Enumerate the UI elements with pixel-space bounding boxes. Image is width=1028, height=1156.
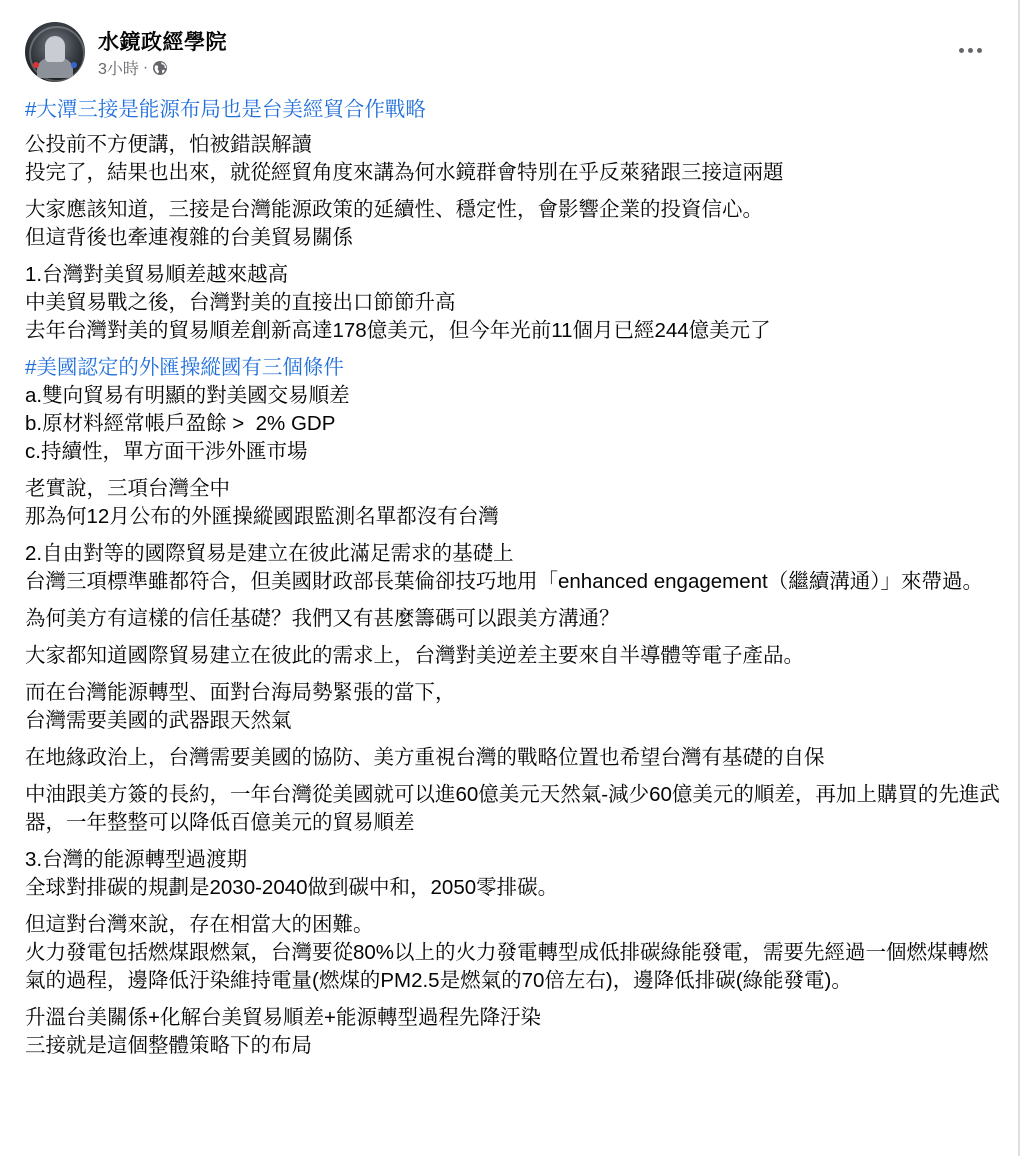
- post-text-line: 在地緣政治上，台灣需要美國的協防、美方重視台灣的戰略位置也希望台灣有基礎的自保: [25, 746, 825, 769]
- post-paragraph: [25, 642, 1000, 670]
- post-text-line: 為何美方有這樣的信任基礎？我們又有甚麼籌碼可以跟美方溝通？: [25, 607, 620, 630]
- post-text-line: 升溫台美關係+化解台美貿易順差+能源轉型過程先降汙染: [25, 1006, 541, 1029]
- post-text-line: 大家都知道國際貿易建立在彼此的需求上，台灣對美逆差主要來自半導體等電子產品。: [25, 644, 804, 667]
- post-paragraph: [25, 846, 1000, 902]
- globe-icon[interactable]: [152, 60, 168, 76]
- post-text-line: 台灣需要美國的武器跟天然氣: [25, 709, 292, 732]
- post-text-line: 但這對台灣來說，存在相當大的困難。: [25, 913, 374, 936]
- meta-separator: ·: [142, 58, 149, 76]
- post-paragraph: [25, 679, 1000, 735]
- post-text-line: 中美貿易戰之後，台灣對美的直接出口節節升高: [25, 291, 456, 314]
- avatar-figure-head: [45, 36, 65, 62]
- post-paragraph: [25, 911, 1000, 995]
- avatar-flag-dot: [33, 62, 39, 68]
- condition-line: a.雙向貿易有明顯的對美國交易順差: [25, 384, 350, 407]
- post-paragraphs: [25, 131, 1000, 345]
- post-meta: [98, 56, 168, 79]
- condition-line: b.原材料經常帳戶盈餘 > 2% GDP: [25, 412, 336, 435]
- post-text-line: 老實說，三項台灣全中: [25, 477, 230, 500]
- post-text-line: 3.台灣的能源轉型過渡期: [25, 848, 248, 871]
- avatar-flag-dot: [71, 62, 77, 68]
- post-text-line: 中油跟美方簽的長約，一年台灣從美國就可以進60億美元天然氣-減少60億美元的順差，再加上購買的先進武器，一年整整可以降低百億美元的貿易順差: [25, 783, 1000, 834]
- post-paragraph: [25, 131, 1000, 187]
- more-dot: [968, 48, 973, 53]
- post-paragraph: [25, 196, 1000, 252]
- avatar[interactable]: [25, 22, 85, 82]
- hashtag-link[interactable]: #大潭三接是能源布局也是台美經貿合作戰略: [25, 98, 426, 121]
- post-body: [25, 96, 1000, 1069]
- post-text-line: 大家應該知道，三接是台灣能源政策的延續性、穩定性，會影響企業的投資信心。: [25, 198, 763, 221]
- hashtag-link[interactable]: #美國認定的外匯操縱國有三個條件: [25, 356, 344, 379]
- condition-line: c.持續性，單方面干涉外匯市場: [25, 440, 308, 463]
- post-text-line: 而在台灣能源轉型、面對台海局勢緊張的當下，: [25, 681, 456, 704]
- post-text-line: 全球對排碳的規劃是2030-2040做到碳中和，2050零排碳。: [25, 876, 559, 899]
- post-text-line: 去年台灣對美的貿易順差創新高達178億美元，但今年光前11個月已經244億美元了: [25, 319, 771, 342]
- post-paragraph: [25, 540, 1000, 596]
- post-paragraph: [25, 781, 1000, 837]
- post-text-line: 投完了，結果也出來，就從經貿角度來講為何水鏡群會特別在乎反萊豬跟三接這兩題: [25, 161, 784, 184]
- post-text-line: 火力發電包括燃煤跟燃氣，台灣要從80%以上的火力發電轉型成低排碳綠能發電，需要先經過一個燃煤轉燃氣的過程，邊降低汙染維持電量(燃煤的PM2.5是燃氣的70倍左右)，邊降低排碳(綠能發電)。: [25, 941, 989, 992]
- more-horizontal-icon: [959, 48, 964, 53]
- post-text-line: 1.台灣對美貿易順差越來越高: [25, 263, 289, 286]
- more-options-button[interactable]: [950, 30, 990, 70]
- post-text-line: 2.自由對等的國際貿易是建立在彼此滿足需求的基礎上: [25, 542, 514, 565]
- post-paragraph: [25, 1004, 1000, 1060]
- more-dot: [977, 48, 982, 53]
- post-text-line: 公投前不方便講，怕被錯誤解讀: [25, 133, 312, 156]
- post-time[interactable]: 3小時: [98, 61, 139, 78]
- post-text-line: 台灣三項標準雖都符合，但美國財政部長葉倫卻技巧地用「enhanced engagement（繼續溝通）」來帶過。: [25, 570, 983, 593]
- post-paragraph: [25, 605, 1000, 633]
- post-paragraph: [25, 744, 1000, 772]
- post-text-line: 但這背後也牽連複雜的台美貿易關係: [25, 226, 353, 249]
- post-header: [25, 22, 995, 82]
- post-text-line: 那為何12月公布的外匯操縱國跟監測名單都沒有台灣: [25, 505, 499, 528]
- post-text-line: 三接就是這個整體策略下的布局: [25, 1034, 312, 1057]
- post-paragraph: [25, 475, 1000, 531]
- post-paragraph: [25, 261, 1000, 345]
- page-name-link[interactable]: 水鏡政經學院: [98, 31, 227, 54]
- post-paragraphs: [25, 475, 1000, 1060]
